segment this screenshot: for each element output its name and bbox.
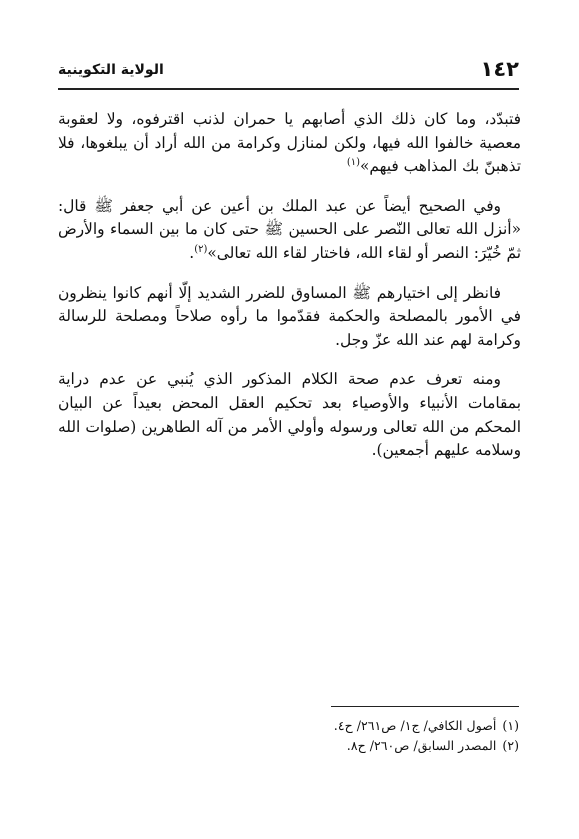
paragraph xyxy=(58,368,521,462)
paragraph-text: فتبدّد، وما كان ذلك الذي أصابهم يا حمران لذنب اقترفوه، ولا لعقوبة معصية خالفوا الله فيها، ولكن لمنازل وكرامة من الله أراد أن يبلغوها، فلا تذهبنّ بك المذاهب فيهم» xyxy=(58,110,521,176)
footnote-reference: (٢) xyxy=(194,243,208,255)
footnotes xyxy=(58,716,519,756)
footnote-number: (٢) xyxy=(502,738,519,753)
footnote-text: المصدر السابق/ ص٢٦٠/ ح٨. xyxy=(346,738,497,753)
footnote-number: (١) xyxy=(502,718,519,733)
paragraph xyxy=(58,195,521,266)
page-header xyxy=(58,56,519,86)
footnote xyxy=(58,736,519,756)
main-text xyxy=(58,108,521,479)
paragraph-text: ومنه تعرف عدم صحة الكلام المذكور الذي يُنبي عن عدم دراية بمقامات الأنبياء والأوصياء بعد تحكيم العقل المحض بعيداً عن البيان المحكم من الله تعالى ورسوله وأولي الأمر من آله الطاهرين (صلوات الله وسلامه عليهم أجمعين). xyxy=(58,370,521,460)
paragraph-tail: . xyxy=(189,243,195,262)
header-divider xyxy=(58,88,519,90)
paragraph xyxy=(58,282,521,353)
footnote xyxy=(58,716,519,736)
footnote-divider xyxy=(331,706,519,707)
paragraph xyxy=(58,108,521,179)
running-title: الولاية التكوينية xyxy=(58,62,164,78)
paragraph-text: فانظر إلى اختيارهم ﷺ المساوق للضرر الشديد إلّا أنهم كانوا ينظرون في الأمور بالمصلحة والحكمة فقدّموا ما رأوه صلاحاً ومصلحة للرسالة وكرامة لهم عند الله عزّ وجل. xyxy=(58,283,521,349)
paragraph-text: وفي الصحيح أيضاً عن عبد الملك بن أعين عن أبي جعفر ﷺ قال: «أنزل الله تعالى النّصر على الحسين ﷺ حتى كان ما بين السماء والأرض ثمّ خُيّرَ: النصر أو لقاء الله، فاختار لقاء الله تعالى» xyxy=(58,196,521,262)
footnote-reference: (١) xyxy=(346,157,361,169)
page-number: ١٤٢ xyxy=(480,57,519,81)
footnote-text: أصول الكافي/ ج١/ ص٢٦١/ ح٤. xyxy=(333,718,497,733)
